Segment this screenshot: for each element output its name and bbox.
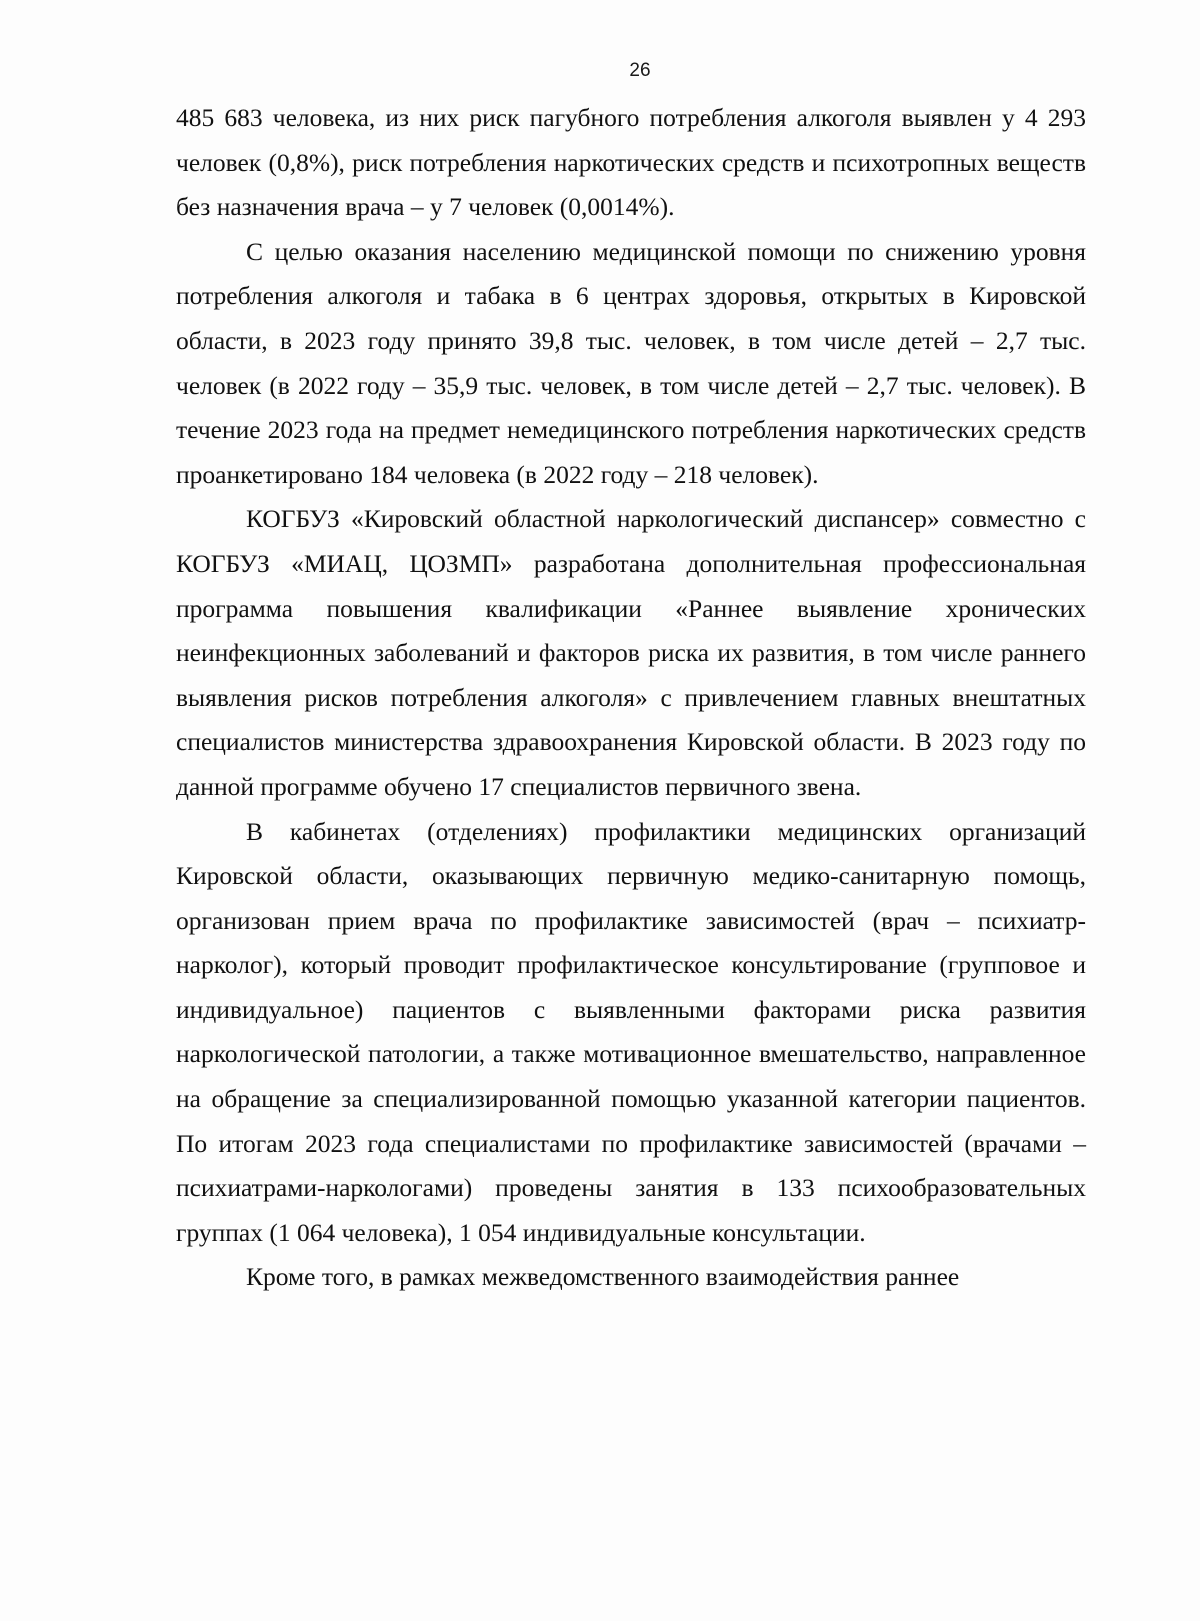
document-body bbox=[176, 96, 1086, 1300]
paragraph-4: В кабинетах (отделениях) профилактики медицинских организаций Кировской области, оказывающих первичную медико-санитарную помощь, организован прием врача по профилактике зависимостей (врач – психиатр-нарколог), который проводит профилактическое консультирование (групповое и индивидуальное) пациентов с выявленными факторами риска развития наркологической патологии, а также мотивационное вмешательство, направленное на обращение за специализированной помощью указанной категории пациентов. По итогам 2023 года специалистами по профилактике зависимостей (врачами – психиатрами-наркологами) проведены занятия в 133 психообразовательных группах (1 064 человека), 1 054 индивидуальные консультации. bbox=[176, 816, 1086, 1247]
paragraph-3: КОГБУЗ «Кировский областной наркологический диспансер» совместно с КОГБУЗ «МИАЦ, ЦОЗМП» разработана дополнительная профессиональная программа повышения квалификации «Раннее выявление хронических неинфекционных заболеваний и факторов риска их развития, в том числе раннего выявления рисков потребления алкоголя» с привлечением главных внештатных специалистов министерства здравоохранения Кировской области. В 2023 году по данной программе обучено 17 специалистов первичного звена. bbox=[176, 504, 1086, 801]
paragraph-5: Кроме того, в рамках межведомственного взаимодействия раннее bbox=[246, 1262, 960, 1292]
paragraph-2: С целью оказания населению медицинской помощи по снижению уровня потребления алкоголя и табака в 6 центрах здоровья, открытых в Кировской области, в 2023 году принято 39,8 тыс. человек, в том числе детей – 2,7 тыс. человек (в 2022 году – 35,9 тыс. человек, в том числе детей – 2,7 тыс. человек). В течение 2023 года на предмет немедицинского потребления наркотических средств проанкетировано 184 человека (в 2022 году – 218 человек). bbox=[176, 236, 1086, 489]
page-number: 26 bbox=[629, 60, 651, 81]
paragraph-1: 485 683 человека, из них риск пагубного потребления алкоголя выявлен у 4 293 человек (0,8%), риск потребления наркотических средств и психотропных веществ без назначения врача – у 7 человек (0,0014%). bbox=[176, 103, 1086, 222]
